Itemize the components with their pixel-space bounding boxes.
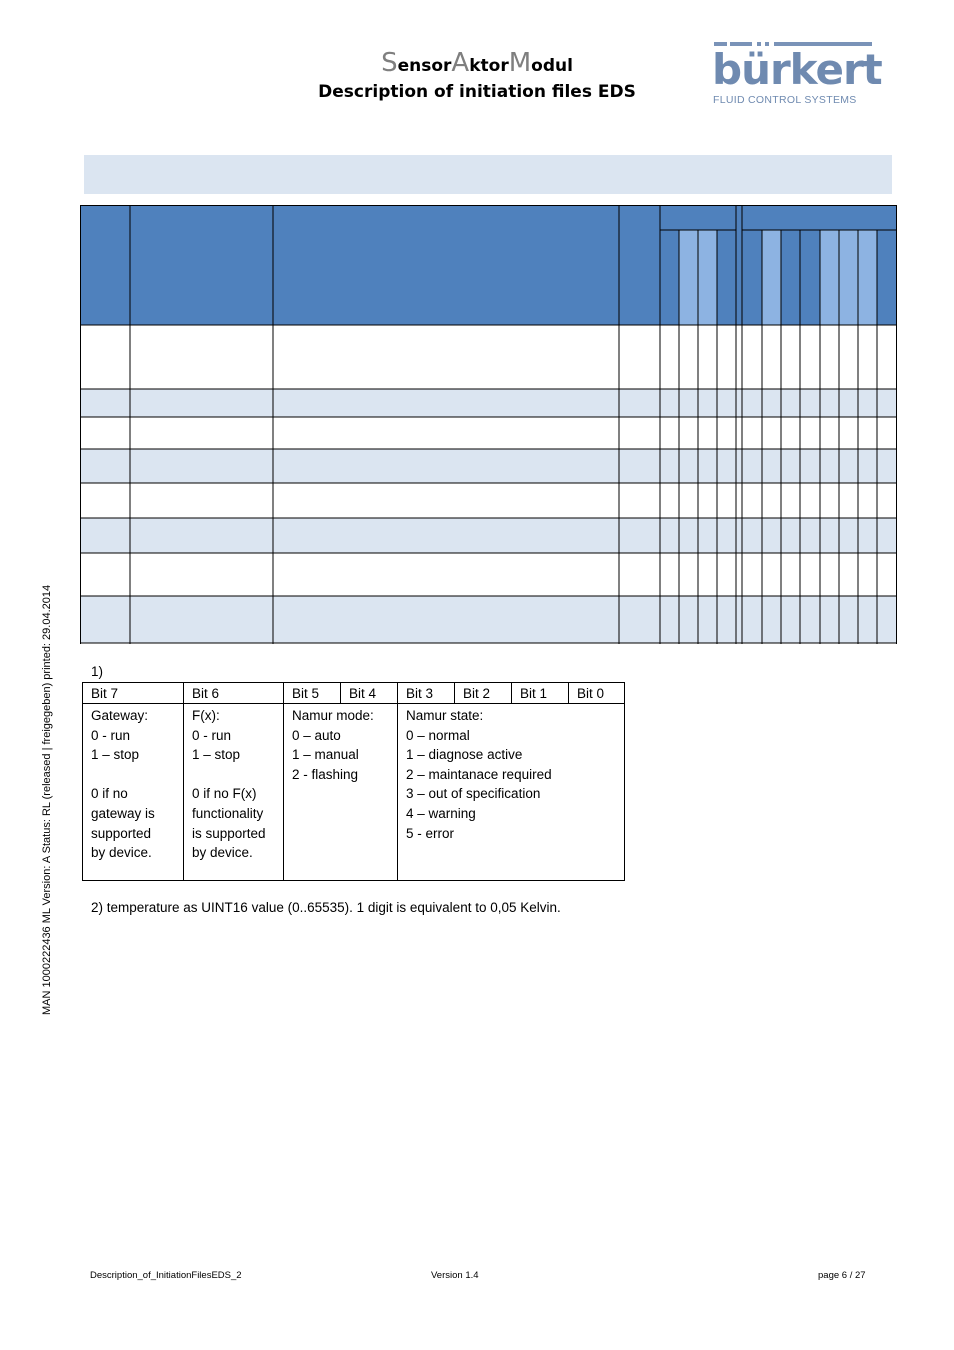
fx-cell	[184, 704, 284, 881]
cell-line: by device.	[91, 845, 152, 861]
cell-line: Gateway:	[91, 708, 149, 723]
parameter-table	[80, 205, 897, 644]
bit4-header: Bit 4	[341, 683, 398, 704]
cell-line: 4 – warning	[406, 805, 476, 821]
footnote1-marker: 1)	[91, 664, 104, 679]
document-control-sidebar: MAN 1000222436 ML Version: A Status: RL (released | freigegeben) printed: 29.04.2014	[41, 584, 53, 1015]
cell-line: 0 if no F(x)	[192, 786, 257, 802]
bit-column-header-cell	[820, 230, 839, 325]
cell-line: 0 if no	[91, 786, 128, 802]
bits-description-row	[83, 704, 625, 881]
logo-tagline: FLUID CONTROL SYSTEMS	[713, 94, 857, 106]
cell-line	[192, 765, 275, 785]
bit0-header: Bit 0	[569, 683, 625, 704]
cell-line: 0 - run	[192, 727, 232, 743]
bit-column-header-cell	[839, 230, 858, 325]
footer-page-number: page 6 / 27	[818, 1270, 866, 1281]
footer-filename: Description_of_InitiationFilesEDS_2	[90, 1270, 242, 1281]
bit7-header: Bit 7	[83, 683, 184, 704]
namur-mode-cell	[284, 704, 398, 881]
burkert-logo	[712, 42, 882, 106]
cell-line: by device.	[192, 845, 253, 861]
cell-line: is supported	[192, 825, 266, 841]
namur-state-cell	[398, 704, 625, 881]
cell-line: 3 – out of specification	[406, 786, 541, 802]
table-body-row-shaded	[80, 449, 897, 483]
footnote2-text: 2) temperature as UINT16 value (0..65535). 1 digit is equivalent to 0,05 Kelvin.	[91, 900, 561, 915]
cell-line: supported	[91, 825, 152, 841]
title-sensoraktormodul: SensorAktorModul	[381, 48, 573, 78]
cell-line: 0 – auto	[292, 727, 341, 743]
bit2-header: Bit 2	[455, 683, 512, 704]
table-body-row-shaded	[80, 389, 897, 417]
cell-line: Namur mode:	[292, 708, 374, 723]
cell-line: 2 – maintanace required	[406, 766, 552, 782]
cell-line: 5 - error	[406, 825, 455, 841]
cell-line: functionality	[192, 805, 264, 821]
cell-line: 0 - run	[91, 727, 131, 743]
bit1-header: Bit 1	[512, 683, 569, 704]
cell-line	[91, 765, 175, 785]
document-title	[300, 48, 654, 102]
document-subtitle: Description of initiation files EDS	[318, 82, 636, 102]
logo-wordmark: bürkert	[712, 45, 882, 94]
bit3-header: Bit 3	[398, 683, 455, 704]
cell-line: 1 – diagnose active	[406, 747, 523, 763]
cell-line: 1 – stop	[91, 747, 140, 763]
status-bits-table	[82, 682, 625, 881]
cell-line: F(x):	[192, 708, 220, 723]
section-heading-band	[84, 155, 892, 194]
cell-line: gateway is	[91, 805, 155, 821]
bit-column-header-cell	[698, 230, 717, 325]
cell-line: 1 – manual	[292, 747, 359, 763]
cell-line: 1 – stop	[192, 747, 241, 763]
bit-column-header-cell	[679, 230, 698, 325]
footer-version: Version 1.4	[431, 1270, 479, 1281]
gateway-cell	[83, 704, 184, 881]
table-body-row-shaded	[80, 518, 897, 553]
cell-line: 0 – normal	[406, 727, 470, 743]
bit-column-header-cell	[858, 230, 877, 325]
bit-column-header-cell	[762, 230, 781, 325]
cell-line: Namur state:	[406, 708, 484, 723]
bit5-header: Bit 5	[284, 683, 341, 704]
bit6-header: Bit 6	[184, 683, 284, 704]
bits-header-row	[83, 683, 625, 704]
table-body-row-shaded	[80, 596, 897, 643]
cell-line: 2 - flashing	[292, 766, 359, 782]
